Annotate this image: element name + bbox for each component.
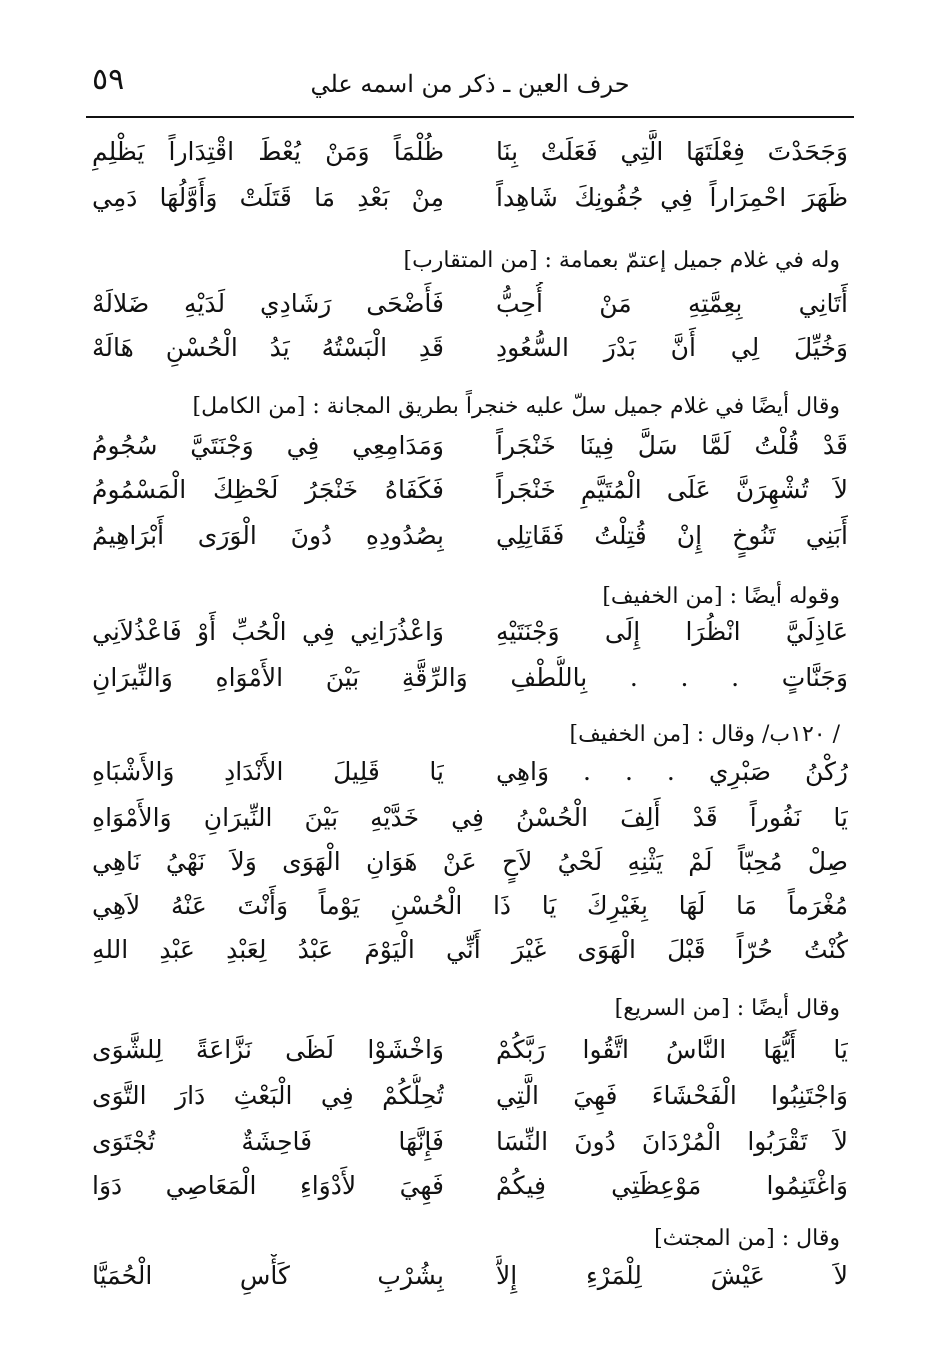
first-hemistich: لاَ تُشْهِرَنَّ عَلَى الْمُتَيَّمِ خَنْجَراً — [496, 475, 848, 504]
first-hemistich: لاَ تَقْرَبُوا الْمُرْدَانَ دُونَ النِّسَا — [496, 1127, 848, 1156]
second-hemistich: يَا قَلِيلَ الأَنْدَادِ وَالأَشْبَاهِ — [92, 757, 444, 786]
second-hemistich: ظُلْمَاً وَمَنْ يُعْطَ اقْتِدَاراً يَظْلِمِ — [92, 137, 444, 166]
first-hemistich: عَاذِلَيَّ انْظُرَا إِلَى وَجْنَتَيْهِ — [496, 617, 848, 646]
verse-line — [92, 796, 848, 840]
verse-line — [92, 1120, 848, 1164]
verse-line — [92, 750, 848, 794]
second-hemistich: وَاخْشَوْا لَظَى نَزَّاعَةً لِلشَّوَى — [92, 1035, 444, 1064]
verse-line — [92, 282, 848, 326]
poem-heading: وله في غلام جميل إعتمّ بعمامة : [من المتقارب] — [403, 248, 840, 273]
second-hemistich: تُحِلُّكُمْ فِي الْبَعْثِ دَارَ التَّوَى — [92, 1081, 444, 1110]
header-rule — [86, 116, 854, 118]
poem-heading: وقال أيضًا في غلام جميل سلّ عليه خنجراً بطريق المجانة : [من الكامل] — [192, 394, 840, 419]
running-title: حرف العين ـ ذكر من اسمه علي — [310, 70, 630, 98]
verse-line — [92, 884, 848, 928]
verse-line — [92, 656, 848, 700]
first-hemistich: أَتَانِي بِعِمَّتِهِ مَنْ أُحِبُّ — [496, 289, 848, 318]
poem-heading: وقوله أيضًا : [من الخفيف] — [602, 584, 840, 609]
page-header — [88, 60, 852, 118]
first-hemistich: رُكْنُ صَبْرِي . . . وَاهِي — [496, 757, 848, 786]
verse-line — [92, 176, 848, 220]
poem-heading: وقال أيضًا : [من السريع] — [614, 996, 840, 1021]
first-hemistich: ظَهَرَ احْمِرَاراً فِي جُفُونِكَ شَاهِداً — [496, 183, 848, 212]
full-verse: وَجَنَّاتٍ . . . بِاللُّطْفِ وَالرِّقَّةِ بَيْنَ الأَمْوَاهِ وَالنِّيرَانِ — [92, 663, 848, 692]
first-hemistich: لاَ عَيْشَ لِلْمَرْءِ إِلاَّ — [496, 1261, 848, 1290]
verse-line — [92, 468, 848, 512]
first-hemistich: يَا أَيُّهَا النَّاسُ اتَّقُوا رَبَّكُمْ — [496, 1035, 848, 1064]
second-hemistich: فَأَضْحَى رَشَادِي لَدَيْهِ ضَلالَهْ — [92, 289, 444, 318]
second-hemistich: فَإِنَّهَا فَاحِشَةٌ تُجْتَوَى — [92, 1127, 444, 1156]
verse-line — [92, 424, 848, 468]
verse-line — [92, 326, 848, 370]
second-hemistich: مِنْ بَعْدِ مَا قَتَلَتْ وَأَوَّلُهَا دَمِي — [92, 183, 444, 212]
verse-line — [92, 840, 848, 884]
first-hemistich: وَاجْتَنِبُوا الْفَحْشَاءَ فَهِيَ الَّتِي — [496, 1081, 848, 1110]
full-verse: صِلْ مُحِبّاً لَمْ يَثْنِهِ لَحْيُ لاَحٍ عَنْ هَوَانِ الْهَوَى وَلاَ نَهْيُ نَاهِي — [92, 847, 848, 876]
page-number: ٥٩ — [92, 62, 125, 97]
verse-line — [92, 1164, 848, 1208]
full-verse: كُنْتُ حُرّاً قَبْلَ الْهَوَى غَيْرَ أَنِّي الْيَوْمَ عَبْدُ لِعَبْدِ عَبْدِ اللهِ — [92, 935, 848, 964]
first-hemistich: قَدْ قُلْتُ لَمَّا سَلَّ فِينَا خَنْجَراً — [496, 431, 848, 460]
poem-heading: وقال : [من المجتث] — [654, 1226, 840, 1251]
verse-line — [92, 1254, 848, 1298]
poem-heading: / ١٢٠ب/ وقال : [من الخفيف] — [569, 722, 840, 747]
verse-line — [92, 610, 848, 654]
second-hemistich: بِصُدُودِهِ دُونَ الْوَرَى أَبْرَاهِيمُ — [92, 521, 444, 550]
second-hemistich: وَمَدَامِعِي فِي وَجْنَتَيَّ سُجُومُ — [92, 431, 444, 460]
verse-line — [92, 1028, 848, 1072]
first-hemistich: وَاغْتَنِمُوا مَوْعِظَتِي فِيكُمْ — [496, 1171, 848, 1200]
second-hemistich: قَدِ الْبَسْتُهُ يَدُ الْحُسْنِ هَالَهْ — [92, 333, 444, 362]
full-verse: مُغْرَماً مَا لَهَا بِغَيْرِكَ يَا ذَا الْحُسْنِ يَوْماً وَأَنْتَ عَنْهُ لاَهِي — [92, 891, 848, 920]
second-hemistich: فَهِيَ لأَدْوَاءِ الْمَعَاصِي دَوَا — [92, 1171, 444, 1200]
second-hemistich: فَكَفَاهُ خَنْجَرُ لَحْظِكَ الْمَسْمُومُ — [92, 475, 444, 504]
second-hemistich: بِشُرْبِ كَأْسِ الْحُمَيَّا — [92, 1261, 444, 1290]
verse-line — [92, 130, 848, 174]
first-hemistich: وَجَحَدْتَ فِعْلَتَهَا الَّتِي فَعَلَتْ بِنَا — [496, 137, 848, 166]
second-hemistich: وَاعْذُرَانِي فِي الْحُبِّ أَوْ فَاعْذُلاَنِي — [92, 617, 444, 646]
first-hemistich: أَبَنِي تَنُوخٍ إِنْ قُتِلْتُ فَقَاتِلِي — [496, 521, 848, 550]
full-verse: يَا نَفُوراً قَدْ أَلِفَ الْحُسْنُ فِي خَدَّيْهِ بَيْنَ النِّيرَانِ وَالأَمْوَاهِ — [92, 803, 848, 832]
verse-line — [92, 928, 848, 972]
first-hemistich: وَخُيِّلَ لِي أَنَّ بَدْرَ السُّعُودِ — [496, 333, 848, 362]
verse-line — [92, 1074, 848, 1118]
verse-line — [92, 514, 848, 558]
